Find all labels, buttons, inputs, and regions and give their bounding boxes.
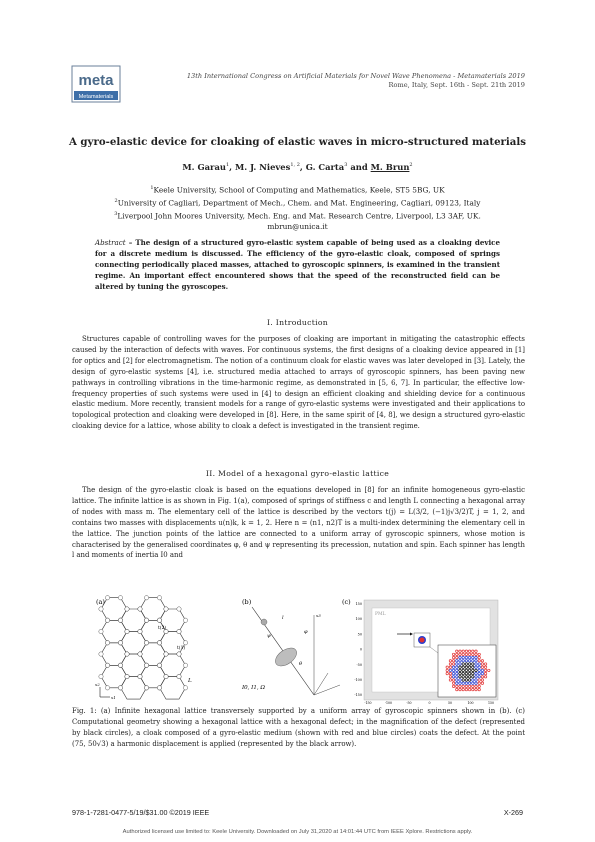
lattice-node <box>177 652 181 656</box>
author-name: G. Carta <box>305 162 345 172</box>
lattice-node <box>157 596 161 600</box>
label-theta: θ <box>299 661 303 667</box>
panel-c-label: (c) <box>342 598 351 606</box>
label-x2: x2 <box>95 682 100 687</box>
model-paragraph <box>72 485 525 561</box>
lattice-node <box>177 607 181 611</box>
lattice-node <box>164 607 168 611</box>
figure-caption: Fig. 1: (a) Infinite hexagonal lattice transversely supported by a uniform array of gyroscopic spinners shown in (b). (c) Computational geometry showing a hexagonal lattice with a hexagonal defect; in the magnification of the defect (represented by black circles), a cloak composed of a gyro-elastic medium (shown with red and blue circles) coats the defect. At the point (75, 50√3) a harmonic displacement is applied (represented by the black arrow). <box>72 707 525 748</box>
footer-page: X-269 <box>503 808 523 817</box>
lattice-node <box>183 618 187 622</box>
label-l: l <box>282 615 284 621</box>
magnified-defect-box <box>438 645 496 697</box>
lattice-node <box>164 652 168 656</box>
affiliation-sup: 1 <box>150 185 154 191</box>
lattice-node <box>144 686 148 690</box>
label-t1: t(1) <box>177 646 186 651</box>
affiliation-sup: 3 <box>114 211 118 218</box>
figure-1 <box>92 595 502 705</box>
lattice-node <box>105 663 109 667</box>
author-name: M. Brun <box>370 162 410 172</box>
label-L: L <box>188 678 192 684</box>
lattice-node <box>138 674 142 678</box>
author-sup: 3 <box>344 162 348 169</box>
lattice-node <box>183 686 187 690</box>
model-text-1: The design of the gyro-elastic cloak is based on the equations developed in [8] for an infinite homogeneous gyro-elastic lattice. The infinite lattice is as shown in Fig. 1(a), composed of springs of stiffness c and length L connecting a hexagonal array of nodes with mass m. The elementary cell of the lattice is described by the <box>72 486 525 516</box>
label-t2: t(2) <box>158 626 167 631</box>
lattice-node <box>118 596 122 600</box>
cloak-small-red <box>420 638 425 643</box>
lattice-node <box>118 686 122 690</box>
label-x3: x3 <box>316 613 321 618</box>
section-heading-introduction: I. Introduction <box>266 318 329 327</box>
panel-a-label: (a) <box>96 598 105 606</box>
affiliation-sup: 2 <box>114 198 118 205</box>
affiliation <box>40 196 555 209</box>
label-phi: φ <box>304 629 308 635</box>
lattice-node <box>138 629 142 633</box>
c-x-tick-label: 100 <box>467 701 474 705</box>
conference-header <box>165 72 525 90</box>
spinner-mass <box>261 619 267 625</box>
lattice-hexagon <box>101 643 127 666</box>
lattice-node <box>105 596 109 600</box>
author-name: M. J. Nieves <box>235 162 291 172</box>
lattice-node <box>105 686 109 690</box>
author-and: and <box>350 162 368 172</box>
spinner-axis-y <box>314 673 328 695</box>
hexagonal-lattice <box>99 596 188 700</box>
lattice-node <box>177 629 181 633</box>
affiliations <box>40 183 555 233</box>
lattice-node <box>157 641 161 645</box>
logo-text: meta <box>78 72 114 89</box>
lattice-hexagon <box>160 677 186 700</box>
c-x-tick-label: 0 <box>428 701 431 705</box>
lattice-hexagon <box>121 677 147 700</box>
lattice-hexagon <box>121 632 147 655</box>
author-sup: 1 <box>225 162 230 169</box>
c-x-tick-label: -150 <box>364 701 372 705</box>
lattice-node <box>183 641 187 645</box>
lattice-node <box>138 607 142 611</box>
c-x-tick-label: -100 <box>384 701 393 705</box>
spinner-disk <box>272 644 303 669</box>
lattice-node <box>125 629 129 633</box>
lattice-hexagon <box>101 620 127 643</box>
paper-title: A gyro-elastic device for cloaking of elastic waves in micro-structured materials <box>68 136 526 148</box>
abstract-text: The design of a structured gyro-elastic system capable of being used as a cloaking device for a discrete medium is discussed. The efficiency of the gyro-elastic cloak, composed of springs connecting periodically placed masses, attached to gyroscopic spinners, is examined in the transient regime. An important effect encountered shows that the speed of the reconstructed field can be altered by tuning the gyroscopes. <box>95 238 500 291</box>
lattice-hexagon <box>160 654 186 677</box>
affiliation-text: Keele University, School of Computing and Mathematics, Keele, ST5 5BG, UK <box>153 185 445 195</box>
spinner-axis-x <box>314 685 340 695</box>
label-psi: ψ <box>267 633 271 639</box>
lattice-hexagon <box>121 609 147 632</box>
panel-b-label: (b) <box>242 598 252 606</box>
c-y-tick-label: -100 <box>354 678 362 682</box>
lattice-node <box>118 618 122 622</box>
c-x-tick-label: 150 <box>487 701 495 705</box>
affiliation <box>40 209 555 222</box>
c-y-ticks <box>354 602 362 697</box>
lattice-node <box>125 652 129 656</box>
lattice-node <box>144 641 148 645</box>
lattice-node <box>125 674 129 678</box>
affiliation-text: University of Cagliari, Department of Mech., Chem. and Mat. Engineering, Cagliari, 09123, Italy <box>117 198 481 208</box>
c-y-tick-label: -150 <box>354 693 362 698</box>
lattice-node <box>157 618 161 622</box>
c-y-tick-label: 0 <box>359 647 362 652</box>
lattice-node <box>183 663 187 667</box>
lattice-node <box>164 674 168 678</box>
lattice-node <box>125 607 129 611</box>
c-y-tick-label: 150 <box>355 602 362 606</box>
label-inertia: I0, I1, Ω <box>242 685 265 691</box>
c-y-tick-label: -50 <box>356 662 362 667</box>
model-text-2: vectors t(j) = L(3/2, (−1)j√3/2)T, j = 1, 2, and contains two masses with displacements u(n)k, k = 1, 2. Here <box>72 507 525 527</box>
lattice-node <box>144 618 148 622</box>
author-sup: 2 <box>409 162 413 169</box>
license-notice: Authorized licensed use limited to: Keele University. Downloaded on July 31,2020 at 14:01:44 UTC from IEEE Xplore. Restrictions apply. <box>122 829 473 835</box>
lattice-hexagon <box>140 598 166 621</box>
footer-isbn: 978-1-7281-0477-5/19/$31.00 ©2019 IEEE <box>72 808 210 817</box>
conference-line: 13th International Congress on Artificial Materials for Novel Wave Phenomena - Metamaterials 2019 <box>186 72 525 80</box>
figure-svg <box>92 595 502 705</box>
lattice-node <box>138 652 142 656</box>
location-line: Rome, Italy, Sept. 16th - Sept. 21th 2019 <box>388 81 525 89</box>
lattice-node <box>118 641 122 645</box>
conference-logo <box>72 66 120 102</box>
lattice-hexagon <box>140 620 166 643</box>
lattice-hexagon <box>140 665 166 688</box>
c-x-ticks <box>364 701 494 705</box>
author-sup: 1, 2 <box>290 162 300 169</box>
lattice-hexagon <box>101 665 127 688</box>
lattice-node <box>99 674 103 678</box>
c-y-tick-label: 100 <box>355 617 362 622</box>
abstract <box>95 238 500 293</box>
lattice-node <box>105 641 109 645</box>
author-name: M. Garau <box>182 162 226 172</box>
lattice-node <box>177 674 181 678</box>
lattice-node <box>99 629 103 633</box>
lattice-hexagon <box>140 643 166 666</box>
lattice-node <box>157 686 161 690</box>
abstract-label: Abstract <box>95 238 126 247</box>
affiliation <box>40 183 555 196</box>
lattice-node <box>157 663 161 667</box>
section-heading-model: II. Model of a hexagonal gyro-elastic lattice <box>205 469 390 478</box>
email[interactable]: mbrun@unica.it <box>267 222 328 232</box>
lattice-node <box>99 652 103 656</box>
lattice-node <box>144 596 148 600</box>
author-list: M. Garau$^1$, M. J. Nieves$^{1, 2}$, G. Carta$^3$ and M. Brun$^2$ <box>182 162 413 172</box>
lattice-node <box>105 618 109 622</box>
label-x1: x1 <box>111 695 116 700</box>
logo-subtext: Metamaterials <box>78 94 114 100</box>
affiliation-text: Liverpool John Moores University, Mech. Eng. and Mat. Research Centre, Liverpool, L3 3AF, UK. <box>117 211 481 221</box>
lattice-node <box>99 607 103 611</box>
lattice-hexagon <box>121 654 147 677</box>
abstract-dash: – <box>128 238 133 247</box>
model-text-3: n = (n1, n2)T is a multi-index determining the elementary cell in the lattice. The junction points of the lattice are connected to a uniform array of gyroscopic spinners, whose motion is characterised by the generalised coordinates φ, θ and ψ representing its precession, nutation and spin. Each spinner has length l and moments of inertia I0 and <box>72 518 526 560</box>
lattice-node <box>118 663 122 667</box>
intro-paragraph: Structures capable of controlling waves for the purposes of cloaking are important in mitigating the catastrophic effects caused by the interaction of defects with waves. For continuous systems, the first designs of a cloaking device appeared in [1] for optics and [2] for electromagnetism. The notion of a continuum cloak for elastic waves was later developed in [3]. Lately, the design of gyro-elastic systems [4], i.e. structured media attached to arrays of gyroscopic spinners, has been paving new pathways in controlling vibrations in the time-harmonic regime, as demonstrated in [5, 6, 7]. In particular, the effective low-frequency properties of such systems were used in [4] to design an efficient cloaking and shielding device for a continuous elastic medium. More recently, transient models for a range of gyro-elastic systems were investigated and their applications to topological protection and cloaking were developed in [8]. Here, in the same spirit of [4, 8], we design a structured gyro-elastic cloaking device for a lattice, whose ability to cloak a defect is investigated in the transient regime. <box>72 335 525 431</box>
c-y-tick-label: 50 <box>357 632 362 637</box>
pml-label: PML <box>375 612 386 617</box>
lattice-node <box>144 663 148 667</box>
c-x-tick-label: 50 <box>447 701 453 705</box>
c-x-tick-label: -50 <box>406 701 412 705</box>
